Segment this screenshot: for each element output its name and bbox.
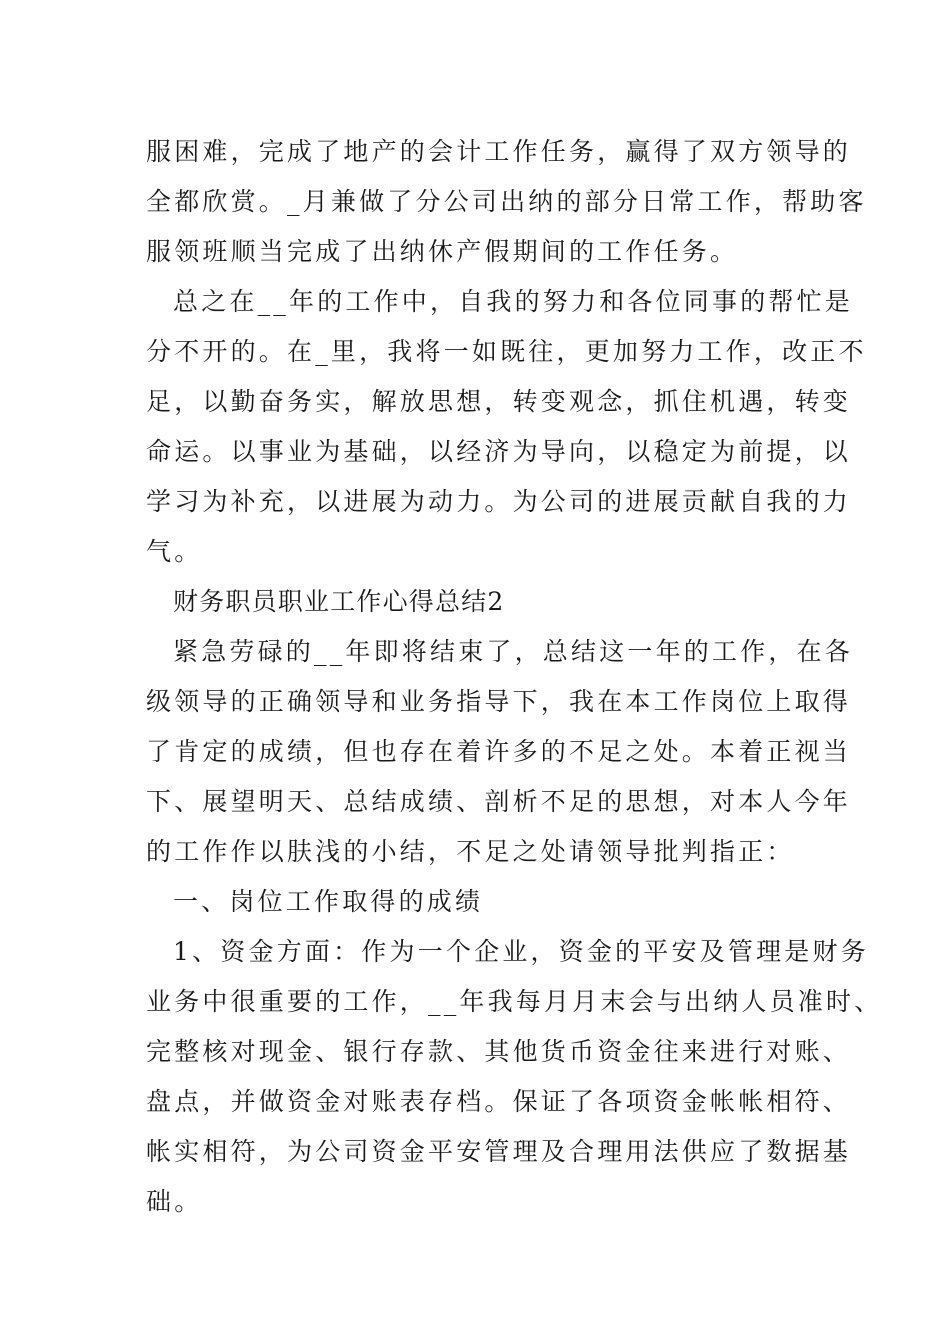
paragraph-line: 了肯定的成绩，但也存在着许多的不足之处。本着正视当 — [146, 737, 852, 766]
paragraph-line: 盘点，并做资金对账表存档。保证了各项资金帐帐相符、 — [146, 1087, 852, 1116]
paragraph-line: 础。 — [146, 1187, 203, 1216]
paragraph-line: 分不开的。在_里，我将一如既往，更加努力工作，改正不 — [146, 337, 867, 366]
paragraph-line: 服困难，完成了地产的会计工作任务，赢得了双方领导的 — [146, 137, 852, 166]
paragraph-line: 1、资金方面：作为一个企业，资金的平安及管理是财务 — [173, 937, 869, 966]
paragraph-line: 业务中很重要的工作，__年我每月月末会与出纳人员准时、 — [146, 987, 883, 1016]
subsection-heading: 一、岗位工作取得的成绩 — [173, 887, 484, 916]
paragraph-line: 的工作作以肤浅的小结，不足之处请领导批判指正： — [146, 837, 795, 866]
paragraph-line: 帐实相符，为公司资金平安管理及合理用法供应了数据基 — [146, 1137, 852, 1166]
paragraph-line: 完整核对现金、银行存款、其他货币资金往来进行对账、 — [146, 1037, 852, 1066]
paragraph-line: 级领导的正确领导和业务指导下，我在本工作岗位上取得 — [146, 687, 852, 716]
paragraph-line: 总之在__年的工作中，自我的努力和各位同事的帮忙是 — [173, 287, 854, 316]
paragraph-line: 足，以勤奋务实，解放思想，转变观念，抓住机遇，转变 — [146, 387, 852, 416]
paragraph-line: 学习为补充，以进展为动力。为公司的进展贡献自我的力 — [146, 487, 852, 516]
paragraph-line: 服领班顺当完成了出纳休产假期间的工作任务。 — [146, 237, 739, 266]
section-title: 财务职员职业工作心得总结2 — [173, 587, 505, 616]
paragraph-line: 紧急劳碌的__年即将结束了，总结这一年的工作，在各 — [173, 637, 854, 666]
paragraph-line: 全都欣赏。_月兼做了分公司出纳的部分日常工作，帮助客 — [146, 187, 867, 216]
paragraph-line: 气。 — [146, 537, 203, 566]
paragraph-line: 命运。以事业为基础，以经济为导向，以稳定为前提，以 — [146, 437, 852, 466]
document-body — [146, 127, 883, 1227]
paragraph-line: 下、展望明天、总结成绩、剖析不足的思想，对本人今年 — [146, 787, 852, 816]
